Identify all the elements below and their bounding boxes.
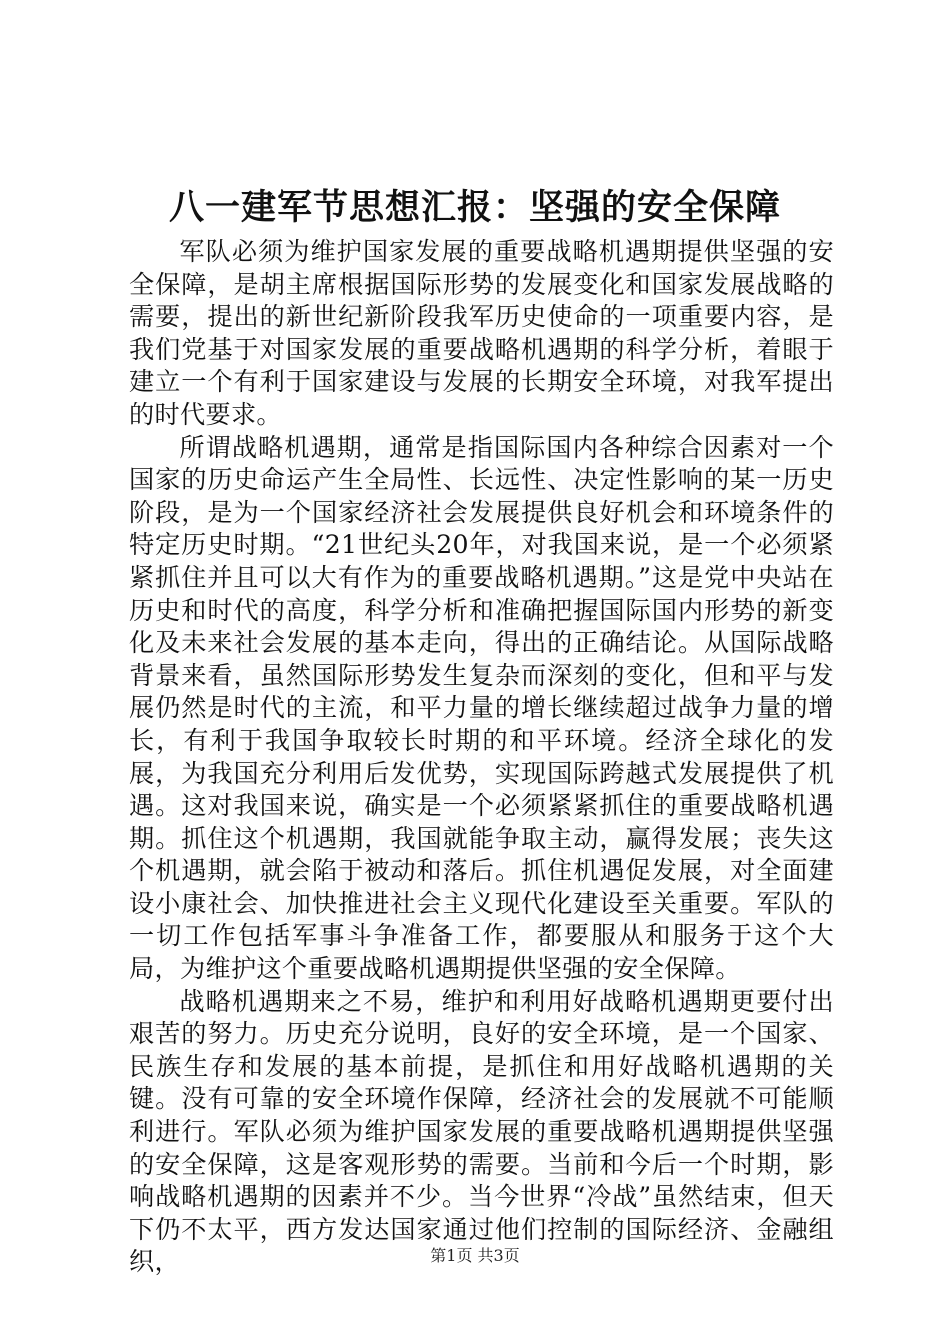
- body-paragraph-1: 军队必须为维护国家发展的重要战略机遇期提供坚强的安全保障，是胡主席根据国际形势的发展变化和国家发展战略的需要，提出的新世纪新阶段我军历史使命的一项重要内容，是我们党基于对国家发展的重要战略机遇期的科学分析，着眼于建立一个有利于国家建设与发展的长期安全环境，对我军提出的时代要求。: [129, 237, 834, 429]
- page-number-footer: 第1页 共3页: [430, 1246, 520, 1265]
- document-body: [129, 236, 834, 1279]
- body-paragraph-2: 所谓战略机遇期，通常是指国际国内各种综合因素对一个国家的历史命运产生全局性、长远性、决定性影响的某一历史阶段，是为一个国家经济社会发展提供良好机会和环境条件的特定历史时期。“21世纪头20年，对我国来说，是一个必须紧紧抓住并且可以大有作为的重要战略机遇期。”这是党中央站在历史和时代的高度，科学分析和准确把握国际国内形势的新变化及未来社会发展的基本走向，得出的正确结论。从国际战略背景来看，虽然国际形势发生复杂而深刻的变化，但和平与发展仍然是时代的主流，和平力量的增长继续超过战争力量的增长，有利于我国争取较长时期的和平环境。经济全球化的发展，为我国充分利用后发优势，实现国际跨越式发展提供了机遇。这对我国来说，确实是一个必须紧紧抓住的重要战略机遇期。抓住这个机遇期，我国就能争取主动，赢得发展；丧失这个机遇期，就会陷于被动和落后。抓住机遇促发展，对全面建设小康社会、加快推进社会主义现代化建设至关重要。军队的一切工作包括军事斗争准备工作，都要服从和服务于这个大局，为维护这个重要战略机遇期提供坚强的安全保障。: [129, 432, 834, 984]
- document-title: 八一建军节思想汇报：坚强的安全保障: [168, 187, 781, 228]
- body-paragraph-3: 战略机遇期来之不易，维护和利用好战略机遇期更要付出艰苦的努力。历史充分说明，良好的安全环境，是一个国家、民族生存和发展的基本前提，是抓住和用好战略机遇期的关键。没有可靠的安全环境作保障，经济社会的发展就不可能顺利进行。军队必须为维护国家发展的重要战略机遇期提供坚强的安全保障，这是客观形势的需要。当前和今后一个时期，影响战略机遇期的因素并不少。当今世界“冷战”虽然结束，但天下仍不太平，西方发达国家通过他们控制的国际经济、金融组织，: [129, 986, 834, 1277]
